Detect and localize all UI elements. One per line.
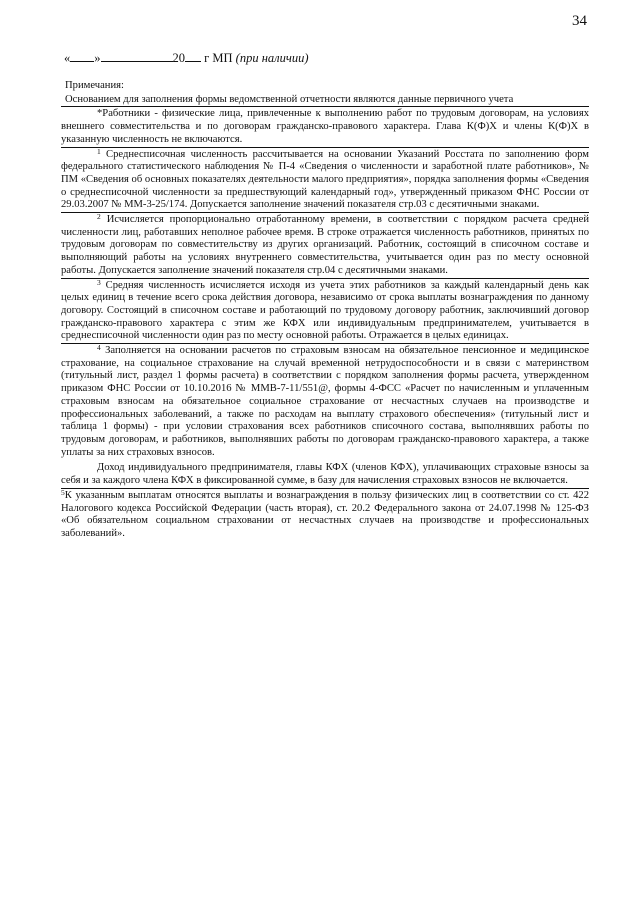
note-4-text: Заполняется на основании расчетов по страховым взносам на обязательное пенсионное и медицинское страхование, на социальное страхование на случай временной нетрудоспособности и в связи с материнством (титульный лист, раздел 1 формы расчета) в соответствии с порядком заполнения формы расчета, утвержденном приказом ФНС России от 10.10.2016 № ММВ-7-11/551@, формы 4-ФСС «Расчет по начисленным и уплаченным страховым взносам на обязательное социальное страхование от несчастных случаев на производстве и профессиональных заболеваний, а также по расходам на выплату страхового обеспечения» (титульный лист и таблица 1 формы) - при условии страхования всех работников списочного состава, выполнявших работы по трудовым договорам, и работников, выполнявших работы по договорам гражданско-правового характера, а также уплаты за них страховых взносов. bbox=[61, 345, 589, 458]
note-1-block bbox=[61, 148, 589, 214]
note-3-block bbox=[61, 279, 589, 345]
quote-close: » bbox=[94, 51, 101, 65]
note-4-block bbox=[61, 344, 589, 489]
note-5-block bbox=[61, 489, 589, 541]
note-2-text: Исчисляется пропорционально отработанному времени, в соответствии с порядком расчета средней численности лиц, работавших неполное рабочее время. В строке отражается численность работников, принятых по трудовым договорам по совместительству из других организаций. Работник, состоящий в списочном составе и выполняющий работы на условиях внутреннего совместительства, учитывается один раз по месту основной работы. Допускается заполнение значений показателя стр.04 с десятичными знаками. bbox=[61, 214, 589, 276]
stamp-label: МП bbox=[212, 51, 233, 65]
note-1-marker: 1 bbox=[97, 146, 101, 156]
note-4-extra: Доход индивидуального предпринимателя, главы КФХ (членов КФХ), уплачивающих страховые взносы за себя и за каждого члена КФХ в фиксированной сумме, в базу для начисления страховых взносов не включается. bbox=[61, 462, 589, 487]
page-number: 34 bbox=[572, 13, 587, 29]
year-suffix: г bbox=[204, 51, 210, 65]
note-4-marker: 4 bbox=[97, 343, 101, 353]
month-blank bbox=[101, 50, 173, 62]
note-2-block bbox=[61, 213, 589, 279]
note-2-marker: 2 bbox=[97, 212, 101, 222]
quote-open: « bbox=[64, 51, 71, 65]
year-prefix: 20 bbox=[172, 51, 185, 65]
signature-date-line bbox=[64, 50, 309, 66]
note-5-text: К указанным выплатам относятся выплаты и вознаграждения в пользу физических лиц в соответствии со ст. 422 Налогового кодекса Российской Федерации (часть вторая), ст. 20.2 Федерального закона от 24.07.1998 № 125-ФЗ «Об обязательном социальном страховании от несчастных случаев на производстве и профессиональных заболеваний». bbox=[61, 489, 589, 539]
note-star: *Работники - физические лица, привлеченные к выполнению работ по трудовым договорам, на условиях внешнего совместительства и по договорам гражданско-правового характера. Глава К(Ф)Х и члены К(Ф)Х в указанную численность не включаются. bbox=[61, 108, 589, 145]
note-1-text: Среднесписочная численность рассчитывается на основании Указаний Росстата по заполнению форм федерального статистического наблюдения № П-4 «Сведения о численности и заработной плате работников», № ПМ «Сведения об основных показателях деятельности малого предприятия», порядка заполнения формы «Сведения о среднесписочной численности за предшествующий календарный год», утвержденный приказом ФНС России от 29.03.2007 № ММ-3-25/174. Допускается заполнение значений показателя стр.03 с десятичными знаками. bbox=[61, 148, 589, 211]
note-5-marker: 5 bbox=[61, 487, 65, 497]
notes-section bbox=[61, 80, 589, 541]
note-3-text: Средняя численность исчисляется исходя из учета этих работников за каждый календарный день как целых единиц в течение всего срока действия договора, независимо от срока выплаты вознаграждения по данному договору. Состоящий в списочном составе и работающий по трудовому договору работник, заключивший договор гражданско-правового характера с этим же КФХ или индивидуальным предпринимателем, учитывается в среднесписочной численности один раз по месту основной работы. Отражается в целых единицах. bbox=[61, 279, 589, 342]
note-3-marker: 3 bbox=[97, 277, 101, 287]
notes-basis-block bbox=[61, 93, 589, 108]
note-star-block bbox=[61, 107, 589, 147]
stamp-note: (при наличии) bbox=[235, 51, 309, 65]
day-blank bbox=[70, 50, 94, 62]
year-blank bbox=[185, 50, 201, 62]
notes-basis: Основанием для заполнения формы ведомственной отчетности являются данные первичного учета bbox=[65, 93, 514, 105]
notes-title: Примечания: bbox=[65, 80, 124, 91]
